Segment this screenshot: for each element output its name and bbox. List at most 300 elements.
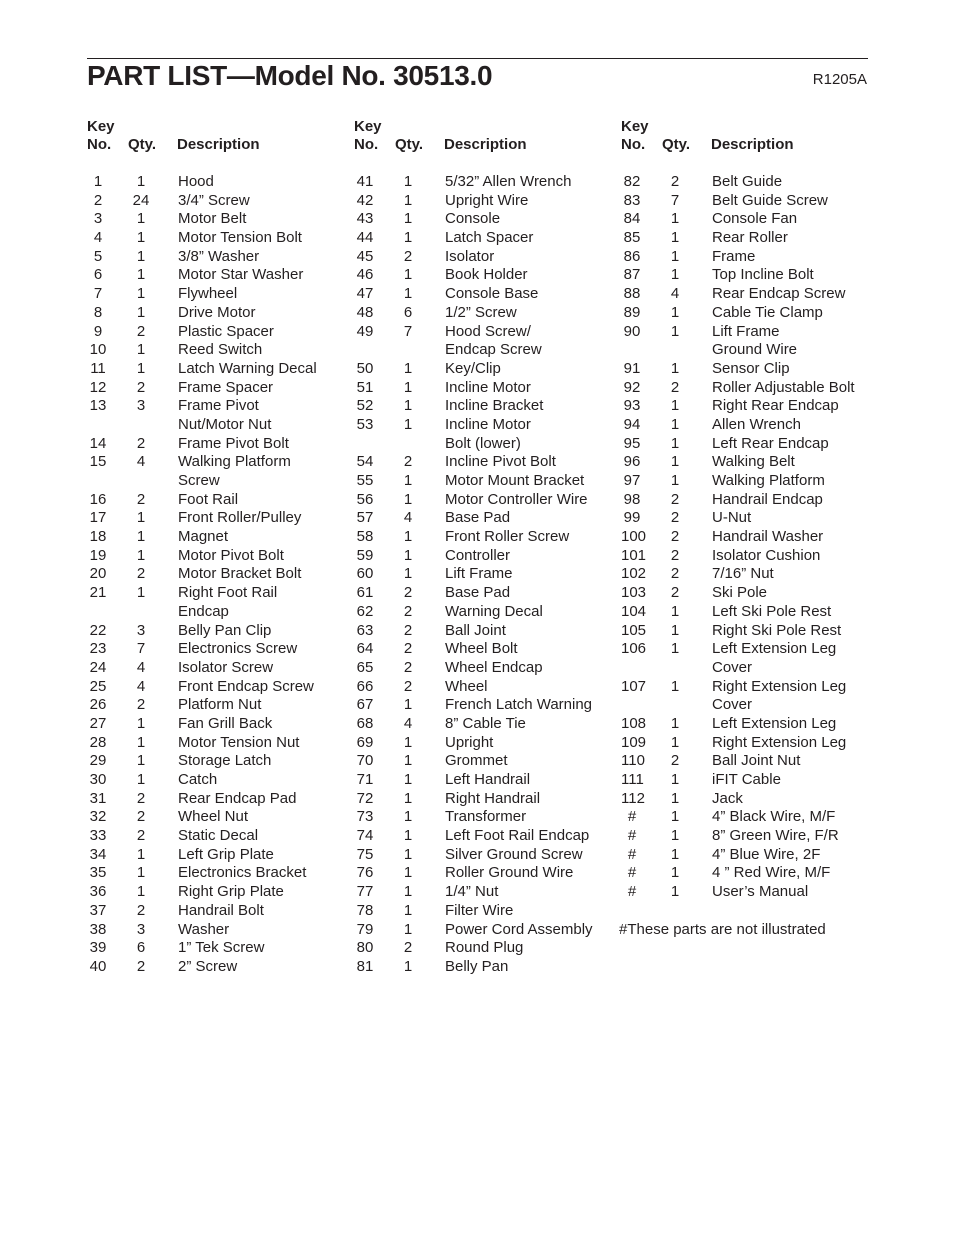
part-description: Wheel Bolt [445, 640, 518, 658]
part-description: Washer [178, 920, 230, 938]
part-description: Base Pad [445, 509, 511, 527]
part-quantity: 2 [136, 434, 146, 452]
part-key-number: 89 [623, 303, 641, 321]
part-description: Rear Endcap Pad [178, 789, 297, 807]
description-header: Description [177, 136, 260, 153]
part-quantity: 1 [670, 453, 680, 471]
part-quantity: 1 [403, 696, 413, 714]
part-quantity: 1 [403, 845, 413, 863]
part-key-number: 97 [623, 472, 641, 489]
part-key-number: 90 [623, 322, 641, 340]
part-description: Motor Mount Bracket [445, 472, 585, 489]
no-header-label: No. [87, 136, 112, 153]
part-description: Front Roller Screw [445, 528, 570, 546]
part-key-number: 52 [356, 397, 374, 415]
part-quantity: 1 [403, 229, 413, 247]
part-description: Console [445, 210, 501, 228]
part-description: Motor Star Washer [178, 266, 304, 284]
part-description: Screw [178, 472, 220, 489]
part-key-number: # [627, 845, 637, 863]
part-description: Hood [178, 173, 214, 190]
part-description: Top Incline Bolt [712, 266, 814, 284]
part-key-number: 8 [93, 303, 103, 321]
part-description: Motor Tension Nut [178, 733, 300, 751]
part-quantity: 2 [403, 602, 413, 620]
part-quantity: 2 [670, 528, 680, 546]
part-key-number: 59 [356, 546, 374, 564]
key-header-label: Key [354, 118, 382, 135]
part-quantity: 1 [136, 845, 146, 863]
part-description: Catch [178, 771, 218, 788]
part-description: Cover [712, 658, 753, 676]
part-key-number: 103 [621, 584, 647, 602]
part-key-number: 47 [356, 285, 374, 303]
part-description: Front Roller/Pulley [178, 509, 302, 527]
part-description: User’s Manual [712, 883, 809, 901]
part-key-number: 99 [623, 509, 641, 527]
part-key-number: 62 [356, 602, 374, 620]
part-key-number: 61 [356, 584, 374, 602]
part-key-number: 74 [356, 827, 374, 845]
part-description: Nut/Motor Nut [178, 415, 272, 433]
no-header-label: No. [354, 136, 379, 153]
part-key-number: 3 [93, 210, 103, 228]
part-key-number: 23 [89, 640, 107, 658]
part-quantity: 2 [403, 658, 413, 676]
part-quantity: 1 [670, 472, 680, 489]
part-quantity: 2 [403, 621, 413, 639]
part-key-number: 17 [89, 509, 107, 527]
part-key-number: 60 [356, 565, 374, 583]
part-key-number: 5 [93, 247, 103, 265]
part-key-number: 84 [623, 210, 641, 228]
part-key-number: 72 [356, 789, 374, 807]
part-quantity: 1 [136, 528, 146, 546]
part-quantity: 1 [136, 359, 146, 377]
part-key-number: 104 [621, 602, 647, 620]
part-key-number: 28 [89, 733, 107, 751]
part-quantity: 1 [403, 808, 413, 826]
part-quantity: 6 [136, 939, 146, 957]
part-key-number: 87 [623, 266, 641, 284]
part-key-number: 41 [356, 173, 374, 190]
part-description: Motor Controller Wire [445, 490, 588, 508]
key-header-label: Key [621, 118, 649, 135]
part-description: Silver Ground Screw [445, 845, 583, 863]
part-quantity: 24 [132, 191, 150, 209]
part-quantity: 1 [670, 621, 680, 639]
part-key-number: 86 [623, 247, 641, 265]
part-quantity: 1 [670, 602, 680, 620]
part-key-number: 98 [623, 490, 641, 508]
part-description: Belly Pan [445, 957, 509, 975]
part-quantity: 3 [136, 621, 146, 639]
part-description: Plastic Spacer [178, 322, 274, 340]
part-key-number: 35 [89, 864, 107, 882]
part-description: Bolt (lower) [445, 434, 521, 452]
part-quantity: 2 [670, 546, 680, 564]
part-quantity: 1 [136, 229, 146, 247]
part-quantity: 6 [403, 303, 413, 321]
part-key-number: 43 [356, 210, 374, 228]
no-header-label: No. [621, 136, 646, 153]
part-quantity: 4 [136, 658, 146, 676]
part-description: Rear Endcap Screw [712, 285, 846, 303]
part-key-number: 80 [356, 939, 374, 957]
description-header: Description [444, 136, 527, 153]
part-quantity: 2 [136, 827, 146, 845]
part-quantity: 1 [670, 359, 680, 377]
part-quantity: 2 [670, 584, 680, 602]
part-key-number: 49 [356, 322, 374, 340]
part-quantity: 1 [136, 266, 146, 284]
part-quantity: 7 [670, 191, 680, 209]
part-key-number: 73 [356, 808, 374, 826]
part-quantity: 2 [403, 584, 413, 602]
part-quantity: 1 [403, 378, 413, 396]
part-description: Wheel Nut [178, 808, 249, 826]
part-key-number: 95 [623, 434, 641, 452]
part-quantity: 2 [670, 752, 680, 770]
part-quantity: 2 [136, 378, 146, 396]
part-key-number: 91 [623, 359, 641, 377]
part-description: Sensor Clip [712, 359, 790, 377]
part-key-number: 70 [356, 752, 374, 770]
part-description: Incline Motor [445, 415, 531, 433]
part-quantity: 1 [136, 584, 146, 602]
part-quantity: 1 [403, 472, 413, 489]
part-description: Handrail Washer [712, 528, 824, 546]
part-quantity: 3 [136, 920, 146, 938]
key-no-header [354, 118, 382, 154]
part-key-number: 112 [621, 789, 645, 807]
part-key-number: 76 [356, 864, 374, 882]
part-quantity: 1 [403, 752, 413, 770]
description-header: Description [711, 136, 794, 153]
part-quantity: 2 [136, 789, 146, 807]
part-key-number: 100 [621, 528, 647, 546]
part-key-number: 94 [623, 415, 641, 433]
part-key-number: 92 [623, 378, 641, 396]
part-description: Walking Platform [712, 472, 825, 489]
part-quantity: 1 [670, 864, 680, 882]
part-key-number: 11 [90, 359, 106, 377]
part-quantity: 1 [403, 490, 413, 508]
part-description: Frame Pivot Bolt [178, 434, 289, 452]
part-quantity: 1 [136, 210, 146, 228]
part-description: Cover [712, 696, 753, 714]
part-description: Ball Joint [445, 621, 506, 639]
part-key-number: 33 [89, 827, 107, 845]
part-key-number: 14 [89, 434, 107, 452]
part-description: Frame [712, 247, 756, 265]
part-key-number: 85 [623, 229, 641, 247]
part-quantity: 2 [136, 565, 146, 583]
part-description: Wheel Endcap [445, 658, 543, 676]
part-description: Incline Pivot Bolt [445, 453, 556, 471]
part-quantity: 1 [670, 229, 680, 247]
part-description: Drive Motor [178, 303, 256, 321]
part-key-number: 57 [356, 509, 374, 527]
part-quantity: 1 [670, 677, 680, 695]
part-description: 1/2” Screw [445, 303, 517, 321]
qty-header: Qty. [662, 136, 691, 153]
part-key-number: 48 [356, 303, 374, 321]
part-quantity: 1 [403, 397, 413, 415]
part-description: 3/4” Screw [178, 191, 250, 209]
part-key-number: 54 [356, 453, 374, 471]
part-quantity: 1 [403, 864, 413, 882]
part-key-number: # [627, 808, 637, 826]
part-description: Left Handrail [445, 771, 531, 788]
part-quantity: 1 [670, 733, 680, 751]
part-quantity: 1 [670, 827, 680, 845]
part-quantity: 1 [670, 789, 680, 807]
part-key-number: 4 [93, 229, 103, 247]
part-quantity: 1 [403, 191, 413, 209]
part-description: Fan Grill Back [178, 714, 273, 732]
part-key-number: 36 [89, 883, 107, 901]
part-quantity: 4 [403, 509, 413, 527]
part-key-number: 10 [89, 341, 107, 359]
part-description: Left Grip Plate [178, 845, 274, 863]
part-description: Controller [445, 546, 511, 564]
part-description: iFIT Cable [712, 771, 781, 788]
part-quantity: 1 [670, 303, 680, 321]
part-key-number: 83 [623, 191, 641, 209]
document-code: R1205A [812, 71, 867, 88]
part-quantity: 1 [403, 733, 413, 751]
part-key-number: 15 [89, 453, 107, 471]
part-quantity: 2 [670, 565, 680, 583]
part-description: Lift Frame [712, 322, 780, 340]
part-description: Walking Platform [178, 453, 291, 471]
part-quantity: 2 [403, 247, 413, 265]
part-key-number: 24 [89, 658, 107, 676]
part-description: Transformer [445, 808, 527, 826]
part-description: 3/8” Washer [178, 247, 260, 265]
qty-header: Qty. [128, 136, 157, 153]
part-description: French Latch Warning [445, 696, 593, 714]
part-description: Key/Clip [445, 359, 501, 377]
part-description: Roller Adjustable Bolt [712, 378, 855, 396]
part-key-number: # [627, 864, 637, 882]
part-quantity: 1 [403, 173, 413, 190]
part-quantity: 2 [403, 677, 413, 695]
part-description: Warning Decal [445, 602, 543, 620]
part-key-number: 56 [356, 490, 374, 508]
part-description: 8” Cable Tie [445, 714, 526, 732]
qty-header: Qty. [395, 136, 424, 153]
part-quantity: 1 [136, 771, 146, 788]
part-description: Left Foot Rail Endcap [445, 827, 590, 845]
part-description: Grommet [445, 752, 508, 770]
part-key-number: 2 [93, 191, 103, 209]
part-description: U-Nut [712, 509, 752, 527]
part-key-number: 53 [356, 415, 374, 433]
part-description: Belt Guide Screw [712, 191, 828, 209]
part-description: Foot Rail [178, 490, 239, 508]
part-description: 5/32” Allen Wrench [445, 173, 572, 190]
part-description: Hood Screw/ [445, 322, 531, 340]
part-key-number: 1 [93, 173, 103, 190]
footnote: #These parts are not illustrated [619, 921, 826, 938]
part-description: 2” Screw [178, 957, 238, 975]
part-description: Platform Nut [178, 696, 262, 714]
part-quantity: 1 [136, 733, 146, 751]
part-quantity: 2 [136, 808, 146, 826]
part-description: Isolator Screw [178, 658, 274, 676]
key-no-header [87, 118, 115, 154]
part-key-number: 102 [621, 565, 647, 583]
part-quantity: 2 [136, 696, 146, 714]
part-description: Jack [712, 789, 743, 807]
part-description: Lift Frame [445, 565, 513, 583]
part-key-number: 42 [356, 191, 374, 209]
part-description: Upright [445, 733, 494, 751]
part-description: Frame Spacer [178, 378, 274, 396]
part-key-number: 37 [89, 901, 107, 919]
part-description: Allen Wrench [712, 415, 801, 433]
part-key-number: 71 [356, 771, 374, 788]
part-description: Storage Latch [178, 752, 272, 770]
part-quantity: 1 [670, 845, 680, 863]
part-description: Right Handrail [445, 789, 541, 807]
part-description: Motor Tension Bolt [178, 229, 302, 247]
part-quantity: 1 [136, 509, 146, 527]
part-description: 4 ” Red Wire, M/F [712, 864, 831, 882]
part-key-number: 75 [356, 845, 374, 863]
part-key-number: 12 [89, 378, 107, 396]
part-quantity: 1 [670, 640, 680, 658]
part-key-number: 27 [89, 714, 107, 732]
part-quantity: 1 [136, 714, 146, 732]
part-quantity: 1 [403, 771, 413, 788]
part-quantity: 1 [403, 528, 413, 546]
part-quantity: 1 [136, 303, 146, 321]
part-description: Right Rear Endcap [712, 397, 839, 415]
part-quantity: 2 [403, 939, 413, 957]
part-description: Power Cord Assembly [445, 920, 593, 938]
part-description: Motor Pivot Bolt [178, 546, 284, 564]
part-quantity: 2 [670, 173, 680, 190]
part-quantity: 1 [403, 359, 413, 377]
part-key-number: 108 [621, 714, 647, 732]
part-description: Reed Switch [178, 341, 263, 359]
part-quantity: 1 [403, 210, 413, 228]
part-key-number: 77 [356, 883, 374, 901]
part-quantity: 1 [136, 864, 146, 882]
part-description: Motor Belt [178, 210, 247, 228]
part-key-number: 34 [89, 845, 107, 863]
part-description: Flywheel [178, 285, 238, 303]
part-description: Ground Wire [712, 341, 798, 359]
part-quantity: 1 [670, 808, 680, 826]
part-description: Ski Pole [712, 584, 768, 602]
part-quantity: 1 [670, 771, 680, 788]
part-quantity: 1 [403, 827, 413, 845]
part-quantity: 2 [403, 453, 413, 471]
part-description: Upright Wire [445, 191, 529, 209]
part-quantity: 4 [670, 285, 680, 303]
part-key-number: 51 [356, 378, 374, 396]
part-key-number: 101 [621, 546, 647, 564]
part-key-number: # [627, 883, 637, 901]
part-quantity: 1 [136, 173, 146, 190]
part-description: Ball Joint Nut [712, 752, 801, 770]
part-key-number: 64 [356, 640, 374, 658]
part-description: Electronics Bracket [178, 864, 307, 882]
part-description: Left Rear Endcap [712, 434, 829, 452]
part-description: Left Ski Pole Rest [712, 602, 832, 620]
part-quantity: 1 [403, 920, 413, 938]
part-key-number: 9 [93, 322, 103, 340]
part-quantity: 2 [670, 490, 680, 508]
key-no-header [621, 118, 649, 154]
part-description: Handrail Bolt [178, 901, 264, 919]
part-key-number: 67 [356, 696, 374, 714]
part-key-number: 82 [623, 173, 641, 190]
part-description: Endcap [178, 602, 229, 620]
part-key-number: 46 [356, 266, 374, 284]
part-quantity: 1 [403, 789, 413, 807]
part-description: Wheel [445, 677, 488, 695]
part-description: 1/4” Nut [445, 883, 499, 901]
part-description: Motor Bracket Bolt [178, 565, 302, 583]
part-description: Latch Spacer [445, 229, 534, 247]
part-key-number: 63 [356, 621, 374, 639]
part-key-number: 66 [356, 677, 374, 695]
part-description: Console Base [445, 285, 539, 303]
part-key-number: 79 [356, 920, 374, 938]
part-description: Isolator Cushion [712, 546, 821, 564]
part-quantity: 1 [136, 546, 146, 564]
part-description: Latch Warning Decal [178, 359, 317, 377]
part-key-number: 68 [356, 714, 374, 732]
part-description: Cable Tie Clamp [712, 303, 823, 321]
part-key-number: 18 [89, 528, 107, 546]
part-quantity: 1 [403, 285, 413, 303]
part-key-number: 50 [356, 359, 374, 377]
part-quantity: 1 [670, 397, 680, 415]
part-description: Book Holder [445, 266, 528, 284]
part-quantity: 1 [670, 415, 680, 433]
part-key-number: 20 [89, 565, 107, 583]
part-key-number: 19 [89, 546, 107, 564]
part-key-number: 30 [89, 771, 107, 788]
part-description: Belt Guide [712, 173, 783, 190]
part-key-number: 55 [356, 472, 374, 489]
part-quantity: 1 [670, 266, 680, 284]
page-title: PART LIST—Model No. 30513.0 [87, 60, 493, 91]
part-description: Right Extension Leg [712, 677, 847, 695]
part-key-number: 31 [89, 789, 107, 807]
part-description: Right Grip Plate [178, 883, 284, 901]
part-quantity: 1 [670, 434, 680, 452]
part-key-number: 65 [356, 658, 374, 676]
part-description: Incline Bracket [445, 397, 544, 415]
part-quantity: 2 [670, 509, 680, 527]
part-key-number: 13 [89, 397, 107, 415]
part-quantity: 7 [136, 640, 146, 658]
part-quantity: 1 [670, 714, 680, 732]
part-key-number: 88 [623, 285, 641, 303]
part-quantity: 1 [670, 322, 680, 340]
part-description: Base Pad [445, 584, 511, 602]
part-description: Filter Wire [445, 901, 514, 919]
part-key-number: 45 [356, 247, 374, 265]
part-quantity: 2 [670, 378, 680, 396]
